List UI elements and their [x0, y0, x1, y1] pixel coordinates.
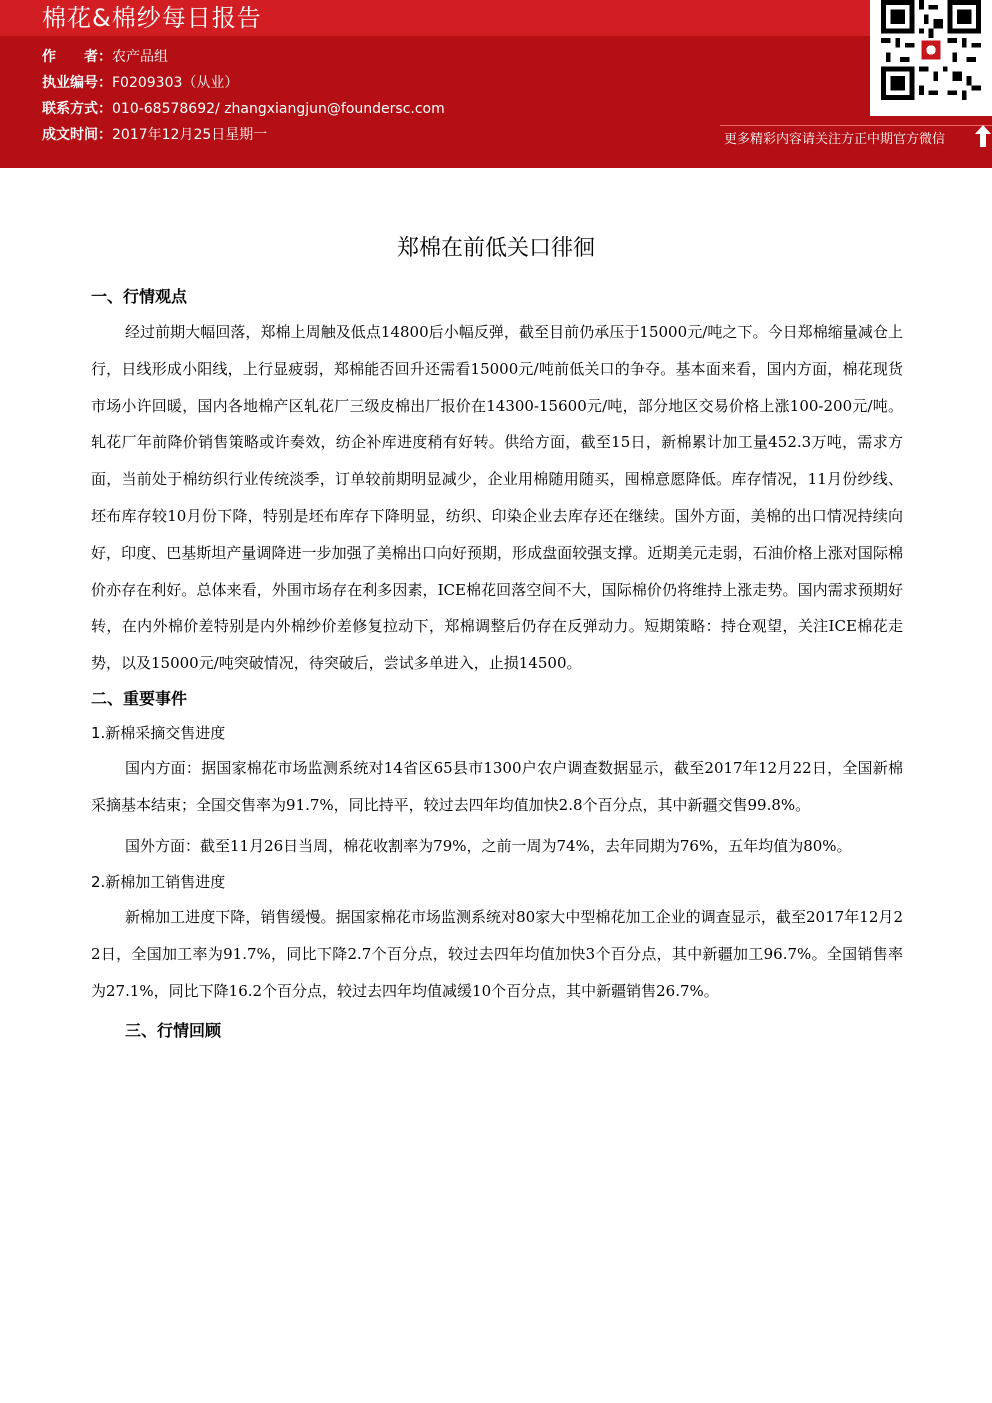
section-heading-market-view: 一、行情观点 — [91, 287, 188, 306]
qr-code-icon — [877, 0, 985, 100]
document-title: 郑棉在前低关口徘徊 — [396, 236, 595, 261]
meta-label: 联系方式： — [42, 101, 112, 117]
author-meta — [42, 44, 445, 148]
up-arrow-icon — [974, 124, 992, 148]
meta-date — [42, 122, 445, 148]
paragraph-market-view: 经过前期大幅回落，郑棉上周触及低点14800后小幅反弹，截至目前仍承压于15000元/吨之下。今日郑棉缩量减仓上行，日线形成小阳线，上行显疲弱，郑棉能否回升还需看15000元/吨前低关口的争夺。基本面来看，国内方面，棉花现货市场小许回暖，国内各地棉产区轧花厂三级皮棉出厂报价在14300-15600元/吨，部分地区交易价格上涨100-200元/吨。轧花厂年前降价销售策略或许奏效，纺企补库进度稍有好转。供给方面，截至15日，新棉累计加工量452.3万吨，需求方面，当前处于棉纺织行业传统淡季，订单较前期明显减少，企业用棉随用随买，囤棉意愿降低。库存情况，11月份纱线、坯布库存较10月份下降，特别是坯布库存下降明显，纺织、印染企业去库存还在继续。国外方面，美棉的出口情况持续向好，印度、巴基斯坦产量调降进一步加强了美棉出口向好预期，形成盘面较强支撑。近期美元走弱，石油价格上涨对国际棉价亦存在利好。总体来看，外围市场存在利多因素，ICE棉花回落空间不大，国际棉价仍将维持上涨走势。国内需求预期好转，在内外棉价差特别是内外棉纱价差修复拉动下，郑棉调整后仍存在反弹动力。短期策略：持仓观望，关注ICE棉花走势，以及15000元/吨突破情况，待突破后，尝试多单进入，止损14500。 — [91, 323, 903, 673]
report-header — [0, 0, 992, 168]
paragraph-processing: 新棉加工进度下降，销售缓慢。据国家棉花市场监测系统对80家大中型棉花加工企业的调查显示，截至2017年12月22日，全国加工率为91.7%，同比下降2.7个百分点，较过去四年均值加快3个百分点，其中新疆加工96.7%。全国销售率为27.1%，同比下降16.2个百分点，较过去四年均值减缓10个百分点，其中新疆销售26.7%。 — [91, 907, 903, 1000]
section-heading-review: 三、行情回顾 — [125, 1020, 222, 1040]
section-heading-events: 二、重要事件 — [91, 688, 188, 708]
paragraph-domestic-picking: 国内方面：据国家棉花市场监测系统对14省区65县市1300户农户调查数据显示，截至2017年12月22日，全国新棉采摘基本结束；全国交售率为91.7%，同比持平，较过去四年均值加快2.8个百分点，其中新疆交售99.8%。 — [91, 758, 903, 814]
meta-author — [42, 44, 445, 70]
meta-license — [42, 70, 445, 96]
meta-value: F0209303（从业） — [112, 75, 239, 91]
wechat-tip: 更多精彩内容请关注方正中期官方微信 — [724, 132, 946, 147]
meta-contact — [42, 96, 445, 122]
subsection-heading-picking: 1.新棉采摘交售进度 — [91, 723, 226, 742]
header-divider — [720, 125, 992, 126]
meta-value: 2017年12月25日星期一 — [112, 127, 268, 143]
qr-container — [870, 0, 992, 116]
meta-label: 作 者： — [42, 49, 112, 65]
subsection-heading-processing: 2.新棉加工销售进度 — [91, 872, 226, 891]
paragraph-foreign-harvest: 国外方面：截至11月26日当周，棉花收割率为79%，之前一周为74%，去年同期为76%，五年均值为80%。 — [125, 836, 852, 855]
report-title: 棉花&棉纱每日报告 — [42, 4, 262, 32]
meta-value: 010-68578692/ zhangxiangjun@foundersc.com — [112, 101, 445, 117]
meta-label: 执业编号： — [42, 75, 112, 91]
meta-value: 农产品组 — [112, 49, 168, 65]
document-body — [91, 280, 903, 1048]
meta-label: 成文时间： — [42, 127, 112, 143]
